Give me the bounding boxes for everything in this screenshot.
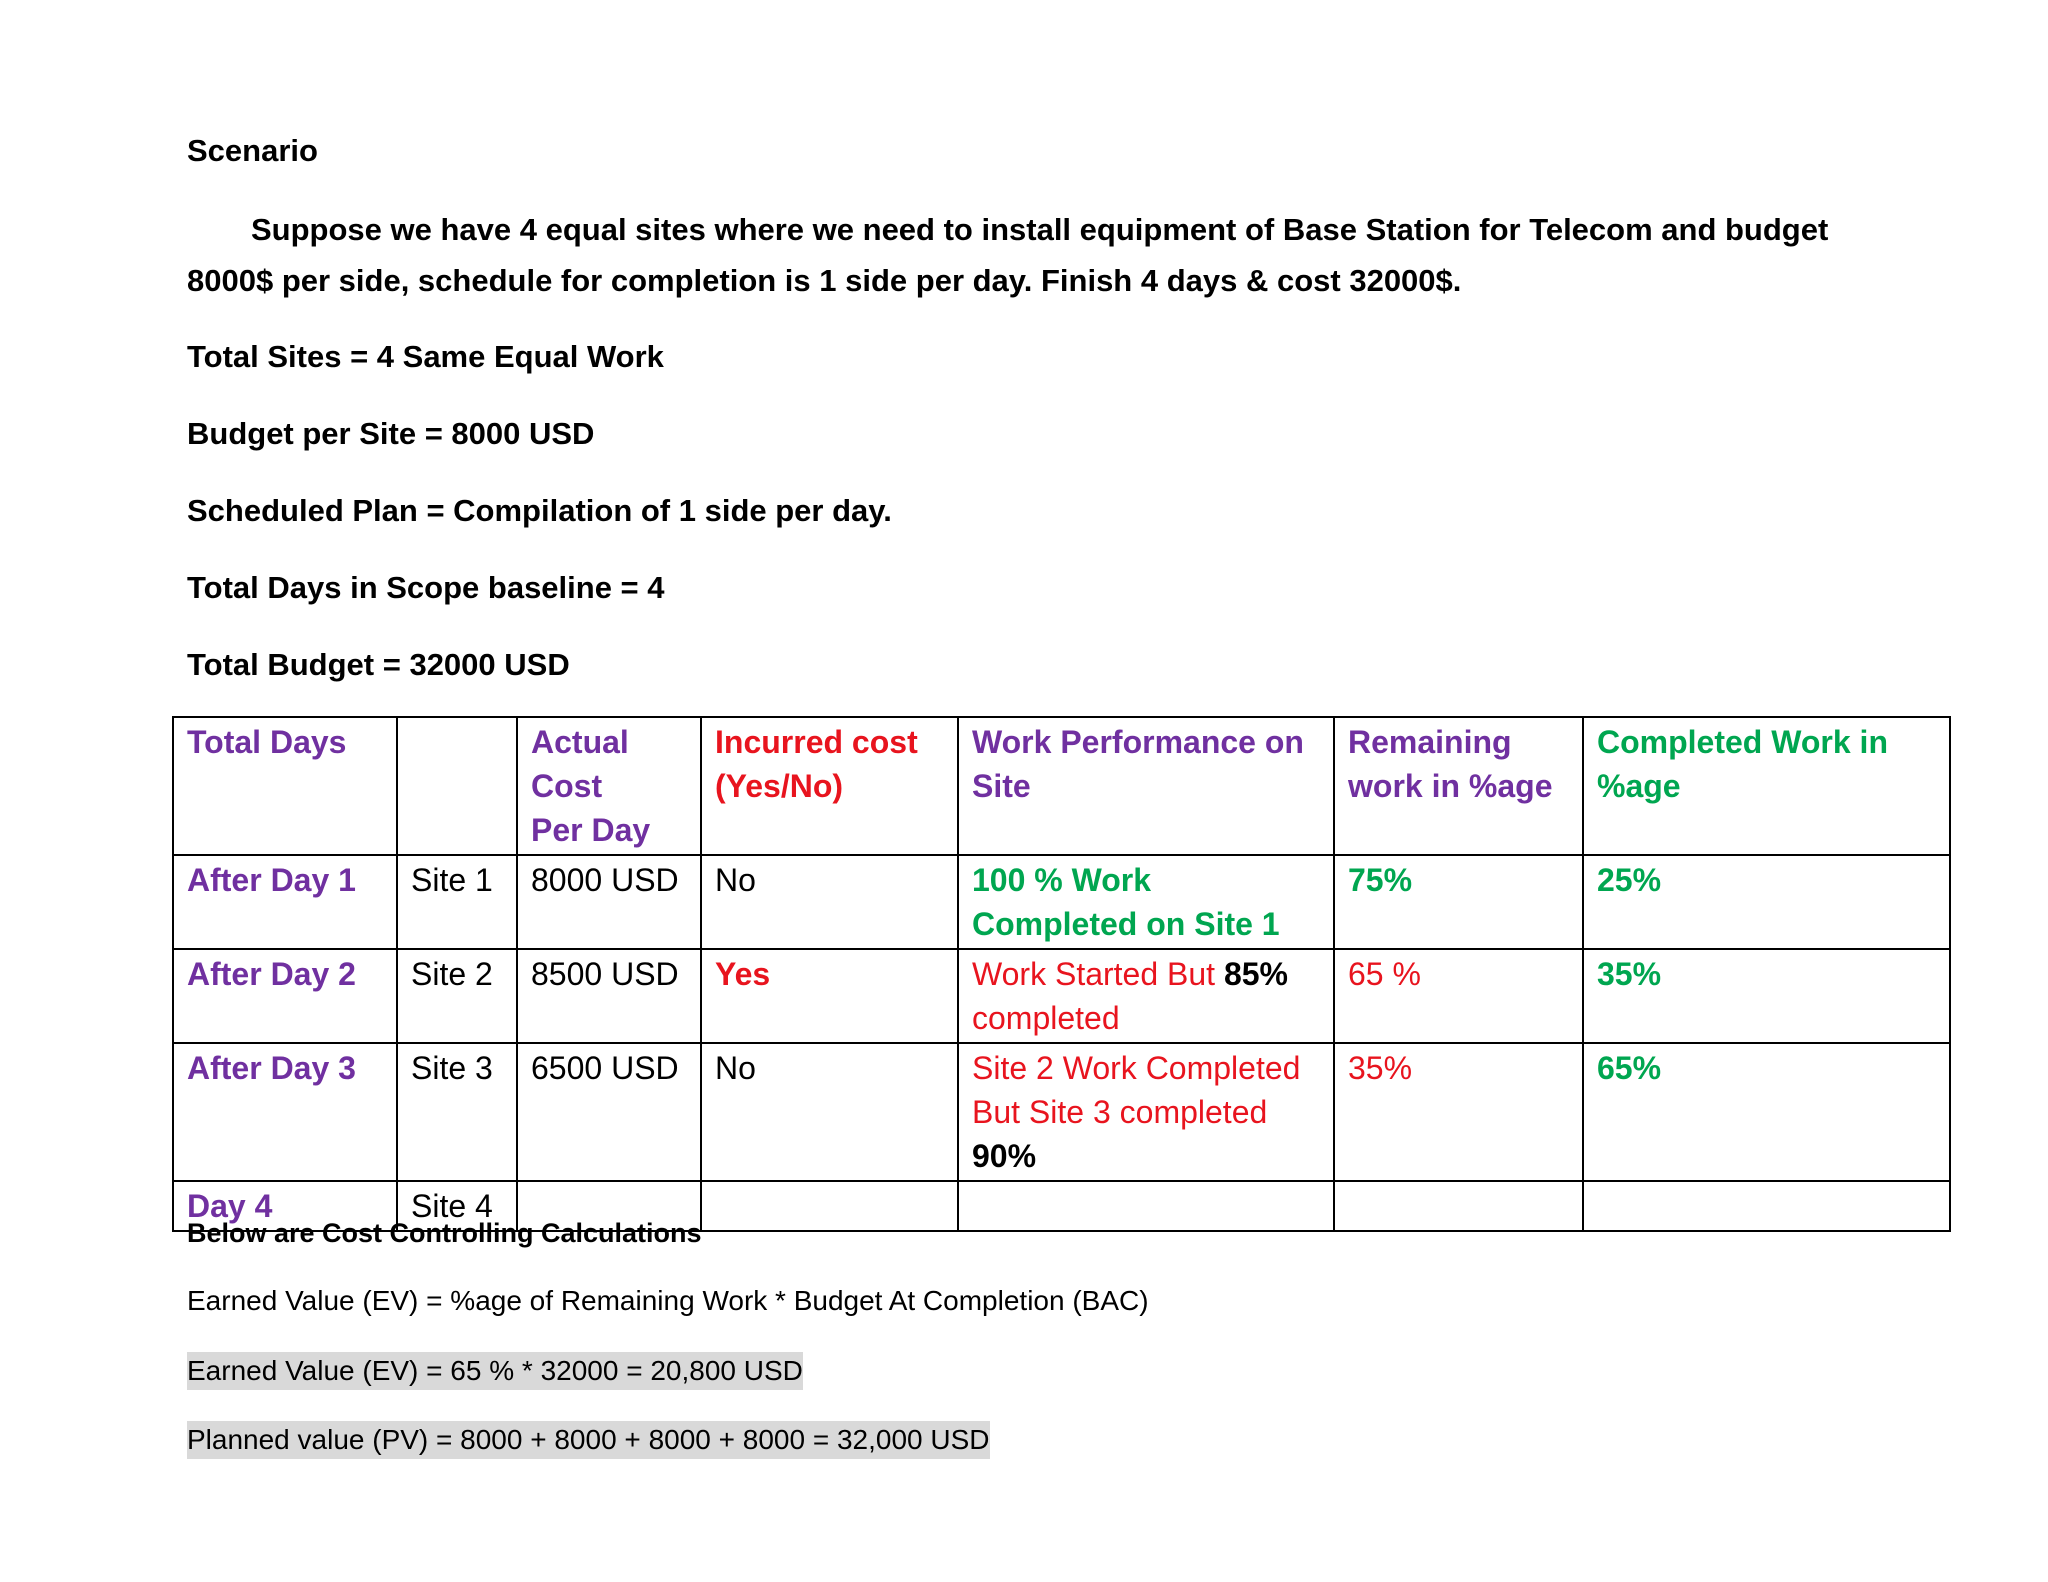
table-row	[173, 1043, 1950, 1181]
row-incurred: No	[701, 855, 958, 949]
calculation-pv-value: Planned value (PV) = 8000 + 8000 + 8000 + 8000 = 32,000 USD	[187, 1421, 990, 1459]
scenario-intro	[187, 204, 1907, 306]
row-remaining: 75%	[1334, 855, 1583, 949]
header-incurred-cost: Incurred cost (Yes/No)	[701, 717, 958, 855]
table-row	[173, 855, 1950, 949]
row-site: Site 2	[397, 949, 517, 1043]
row-incurred: Yes	[701, 949, 958, 1043]
fact-total-days: Total Days in Scope baseline = 4	[187, 570, 665, 605]
calculation-ev-value: Earned Value (EV) = 65 % * 32000 = 20,800 USD	[187, 1352, 803, 1390]
row-completed: 35%	[1583, 949, 1950, 1043]
header-work-performance: Work Performance on Site	[958, 717, 1334, 855]
fact-total-sites: Total Sites = 4 Same Equal Work	[187, 339, 664, 374]
header-completed-work: Completed Work in %age	[1583, 717, 1950, 855]
row-performance: Work Started But 85% completed	[958, 949, 1334, 1043]
row-actual-cost: 6500 USD	[517, 1043, 701, 1181]
row-day: After Day 2	[173, 949, 397, 1043]
intro-text: Suppose we have 4 equal sites where we need to install equipment of Base Station for Telecom and budget 8000$ per side, schedule for completion is 1 side per day. Finish 4 days & cost 32000$.	[187, 212, 1829, 298]
header-actual-cost: Actual Cost Per Day	[517, 717, 701, 855]
fact-budget-per-site: Budget per Site = 8000 USD	[187, 416, 595, 451]
table-row	[173, 949, 1950, 1043]
row-day: Day 4	[173, 1181, 397, 1231]
row-completed	[1583, 1181, 1950, 1231]
calculations-title: Below are Cost Controlling Calculations	[187, 1218, 702, 1248]
fact-scheduled-plan: Scheduled Plan = Compilation of 1 side per day.	[187, 493, 892, 528]
row-performance: 100 % Work Completed on Site 1	[958, 855, 1334, 949]
header-remaining-work: Remaining work in %age	[1334, 717, 1583, 855]
table-header-row	[173, 717, 1950, 855]
row-performance: Site 2 Work Completed But Site 3 completed 90%	[958, 1043, 1334, 1181]
row-site: Site 3	[397, 1043, 517, 1181]
row-day: After Day 1	[173, 855, 397, 949]
row-site: Site 4	[397, 1181, 517, 1231]
row-incurred: No	[701, 1043, 958, 1181]
row-performance	[958, 1181, 1334, 1231]
row-completed: 65%	[1583, 1043, 1950, 1181]
fact-total-budget: Total Budget = 32000 USD	[187, 647, 570, 682]
row-actual-cost: 8500 USD	[517, 949, 701, 1043]
row-remaining: 65 %	[1334, 949, 1583, 1043]
header-site	[397, 717, 517, 855]
row-site: Site 1	[397, 855, 517, 949]
calculation-ev-formula: Earned Value (EV) = %age of Remaining Work * Budget At Completion (BAC)	[187, 1285, 1149, 1316]
row-remaining: 35%	[1334, 1043, 1583, 1181]
scenario-heading: Scenario	[187, 133, 318, 168]
row-incurred	[701, 1181, 958, 1231]
row-remaining	[1334, 1181, 1583, 1231]
work-performance-table	[172, 716, 1951, 1232]
row-actual-cost: 8000 USD	[517, 855, 701, 949]
row-completed: 25%	[1583, 855, 1950, 949]
row-day: After Day 3	[173, 1043, 397, 1181]
header-total-days: Total Days	[173, 717, 397, 855]
